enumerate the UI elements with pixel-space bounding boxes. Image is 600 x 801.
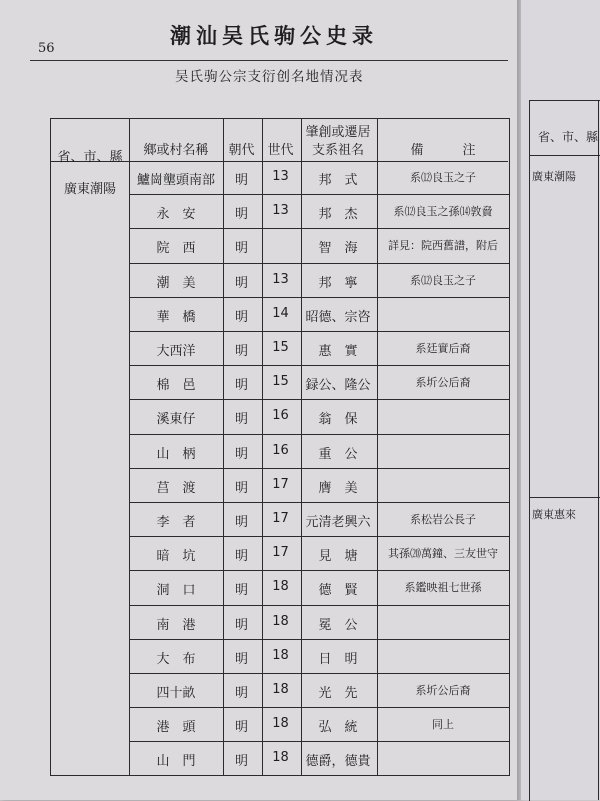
header-province: 省、市、縣 — [57, 150, 123, 165]
row-divider — [129, 468, 509, 469]
table-cell-founder: 元清老興六 — [305, 515, 371, 530]
table-cell-dynasty: 明 — [234, 617, 248, 633]
table-cell-dynasty: 明 — [234, 583, 248, 599]
row-divider — [129, 502, 509, 503]
table-cell-dynasty: 明 — [234, 651, 248, 667]
table-cell-note: 系圻公后裔 — [415, 684, 471, 697]
table-cell-village: 洞 口 — [156, 583, 196, 599]
table-cell-generation: 17 — [272, 476, 289, 492]
table-cell-founder: 弘 統 — [318, 720, 358, 736]
row-divider — [129, 399, 509, 400]
table-cell-dynasty: 明 — [234, 275, 248, 291]
table-cell-dynasty: 明 — [234, 173, 248, 188]
table-cell-founder: 智 海 — [318, 241, 358, 257]
table-cell-founder: 膺 美 — [318, 480, 358, 496]
table-cell-generation: 18 — [272, 579, 289, 595]
table-cell-note: 系松岩公長子 — [410, 513, 476, 526]
table-cell-generation: 16 — [272, 442, 289, 458]
table-cell-dynasty: 明 — [234, 309, 248, 325]
right-page-table — [529, 100, 600, 801]
table-cell-founder: 日 明 — [318, 651, 358, 667]
row-divider — [129, 673, 509, 674]
table-cell-village: 院 西 — [156, 241, 196, 257]
table-cell-note: 系鑑映祖七世孫 — [404, 581, 482, 595]
header-founder-line1: 肇創或遷居 — [305, 125, 371, 140]
table-cell-note: 詳見：院西舊譜，附后 — [388, 239, 498, 253]
table-cell-dynasty: 明 — [234, 720, 248, 736]
table-cell-note: 同上 — [432, 718, 454, 732]
table-cell-note: 系⑿良玉之子 — [410, 171, 476, 184]
table-cell-village: 鱸崗壟頭南部 — [136, 173, 215, 188]
header-founder-line2: 支系祖名 — [311, 143, 364, 158]
table-cell-dynasty: 明 — [234, 480, 248, 496]
table-cell-generation: 18 — [272, 750, 289, 766]
row-divider — [129, 331, 509, 332]
table-cell-village: 溪東仔 — [156, 412, 196, 428]
table-cell-founder: 昭德、宗咨 — [305, 309, 371, 325]
row-divider — [129, 707, 509, 708]
right-group-divider — [529, 497, 600, 498]
row-divider — [129, 194, 509, 195]
table-cell-founder: 邦 式 — [318, 173, 358, 188]
table-cell-founder: 冕 公 — [318, 617, 358, 633]
table-cell-dynasty: 明 — [234, 344, 248, 359]
table-cell-village: 莒 渡 — [156, 480, 196, 496]
row-divider — [129, 365, 509, 366]
header-dynasty: 朝代 — [228, 143, 255, 158]
table-cell-generation: 13 — [272, 271, 289, 287]
table-cell-dynasty: 明 — [234, 686, 248, 701]
table-cell-dynasty: 明 — [234, 446, 248, 462]
row-divider — [129, 536, 509, 537]
table-cell-village: 山 門 — [156, 754, 196, 770]
table-cell-generation: 18 — [272, 647, 289, 663]
table-cell-village: 暗 坑 — [156, 549, 196, 565]
book-title: 潮汕吴氏驹公史录 — [170, 23, 378, 48]
row-divider — [129, 605, 509, 606]
table-cell-note: 系廷實后裔 — [415, 342, 471, 355]
table-cell-village: 棉 邑 — [156, 378, 196, 394]
table-cell-founder: 德爵，德貴 — [305, 754, 371, 770]
table-cell-founder: 邦 寧 — [318, 275, 358, 291]
table-cell-founder: 録公、隆公 — [305, 378, 371, 394]
table-cell-village: 大西洋 — [156, 344, 196, 359]
table-cell-village: 潮 美 — [156, 275, 196, 291]
row-divider — [129, 228, 509, 229]
table-cell-dynasty: 明 — [234, 378, 248, 394]
row-divider — [129, 434, 509, 435]
table-cell-generation: 14 — [272, 305, 289, 321]
right-header-divider — [529, 155, 600, 156]
row-divider — [129, 741, 509, 742]
table-cell-village: 李 者 — [156, 515, 196, 530]
table-cell-village: 大 布 — [156, 651, 196, 667]
table-cell-dynasty: 明 — [234, 241, 248, 257]
table-cell-dynasty: 明 — [234, 207, 248, 223]
table-cell-generation: 15 — [272, 340, 289, 355]
table-cell-dynasty: 明 — [234, 515, 248, 530]
table-cell-generation: 17 — [272, 545, 289, 561]
row-divider — [129, 570, 509, 571]
table-cell-village: 四十畝 — [156, 686, 196, 701]
table-cell-village: 永 安 — [156, 207, 196, 223]
table-cell-generation: 13 — [272, 203, 289, 219]
header-village: 鄉或村名稱 — [143, 143, 209, 158]
table-cell-village: 港 頭 — [156, 720, 196, 736]
row-divider — [129, 263, 509, 264]
row-divider — [129, 639, 509, 640]
table-cell-founder: 惠 實 — [318, 344, 358, 359]
table-cell-dynasty: 明 — [234, 754, 248, 770]
table-cell-generation: 18 — [272, 682, 289, 697]
table-cell-generation: 18 — [272, 716, 289, 732]
table-cell-generation: 13 — [272, 169, 289, 184]
table-cell-founder: 見 塘 — [318, 549, 358, 565]
header-notes: 備 注 — [410, 143, 476, 158]
table-cell-village: 山 柄 — [156, 446, 196, 462]
table-cell-founder: 德 賢 — [318, 583, 358, 599]
right-province-1: 廣東潮陽 — [532, 170, 576, 183]
right-province-2: 廣東惠來 — [532, 508, 576, 521]
table-cell-founder: 邦 杰 — [318, 207, 358, 223]
table-cell-note: 系圻公后裔 — [415, 376, 471, 390]
table-cell-founder: 翁 保 — [318, 412, 358, 428]
page-number: 56 — [38, 41, 55, 56]
province-cell: 廣東潮陽 — [63, 182, 116, 197]
table-cell-generation: 18 — [272, 613, 289, 629]
table-cell-founder: 重 公 — [318, 446, 358, 462]
table-cell-village: 華 橋 — [156, 309, 196, 325]
header-rule — [30, 60, 508, 61]
table-cell-dynasty: 明 — [234, 549, 248, 565]
table-cell-generation: 16 — [272, 408, 289, 424]
table-cell-note: 系⑿良玉之子 — [410, 273, 476, 287]
header-generation: 世代 — [267, 143, 294, 158]
table-cell-village: 南 港 — [156, 617, 196, 633]
table-cell-dynasty: 明 — [234, 412, 248, 428]
table-cell-generation: 15 — [272, 374, 289, 390]
right-header-province: 省、市、縣 — [538, 130, 599, 144]
right-column-divider — [598, 100, 599, 800]
table-subtitle: 吴氏驹公宗支衍创名地情况表 — [175, 69, 364, 85]
table-cell-note: 其孫⒇萬鐘、三友世守 — [388, 547, 498, 561]
header-founder — [300, 124, 376, 160]
row-divider — [129, 297, 509, 298]
table-cell-generation: 17 — [272, 511, 289, 526]
table-cell-founder: 光 先 — [318, 686, 358, 701]
table-cell-note: 系⑿良玉之孫⒁敦䝱 — [393, 205, 493, 219]
